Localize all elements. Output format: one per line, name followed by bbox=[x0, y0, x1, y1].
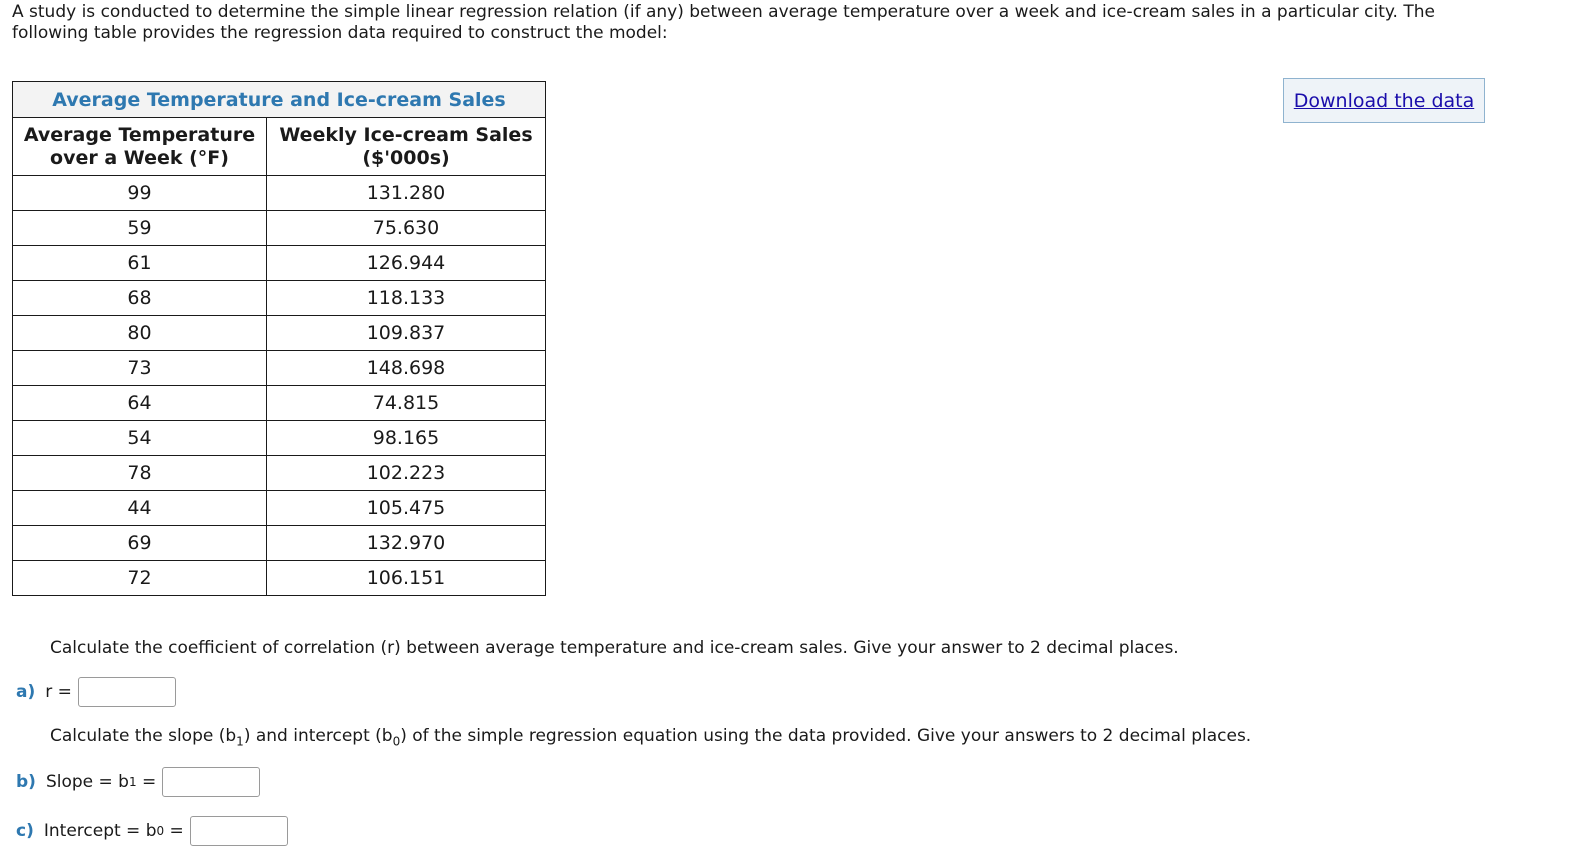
table-row bbox=[13, 491, 546, 526]
temperature-cell: 64 bbox=[13, 386, 267, 421]
slope-input[interactable] bbox=[162, 767, 260, 797]
part-c-sub: 0 bbox=[156, 824, 165, 838]
sales-cell: 74.815 bbox=[267, 386, 546, 421]
column-header-temperature: Average Temperature over a Week (°F) bbox=[13, 118, 267, 176]
part-a-label: a) bbox=[16, 682, 36, 702]
sales-cell: 118.133 bbox=[267, 281, 546, 316]
table-row bbox=[13, 386, 546, 421]
part-b-row bbox=[16, 767, 260, 797]
table-row bbox=[13, 526, 546, 561]
temperature-cell: 59 bbox=[13, 211, 267, 246]
question-regression-sub0: 0 bbox=[392, 734, 401, 749]
table-body bbox=[13, 176, 546, 596]
sales-cell: 75.630 bbox=[267, 211, 546, 246]
sales-cell: 98.165 bbox=[267, 421, 546, 456]
sales-cell: 126.944 bbox=[267, 246, 546, 281]
intercept-input[interactable] bbox=[190, 816, 288, 846]
r-input[interactable] bbox=[78, 677, 176, 707]
sales-cell: 106.151 bbox=[267, 561, 546, 596]
sales-cell: 132.970 bbox=[267, 526, 546, 561]
part-c-label: c) bbox=[16, 821, 34, 841]
temperature-cell: 61 bbox=[13, 246, 267, 281]
table-row bbox=[13, 456, 546, 491]
sales-cell: 105.475 bbox=[267, 491, 546, 526]
temperature-cell: 73 bbox=[13, 351, 267, 386]
temperature-cell: 69 bbox=[13, 526, 267, 561]
download-data-button[interactable]: Download the data bbox=[1283, 78, 1485, 123]
question-regression-pre: Calculate the slope (b bbox=[50, 726, 237, 746]
part-c-eq: = bbox=[169, 821, 184, 841]
table-row bbox=[13, 316, 546, 351]
intro-text: A study is conducted to determine the simple linear regression relation (if any) between average temperature over a week and ice-cream sales in a particular city. The following table provides the regression data required to construct the model: bbox=[12, 2, 1435, 43]
part-c-text: Intercept = b bbox=[43, 821, 157, 841]
temperature-cell: 80 bbox=[13, 316, 267, 351]
data-table bbox=[12, 81, 546, 596]
table-caption: Average Temperature and Ice-cream Sales bbox=[13, 82, 546, 118]
table-row bbox=[13, 176, 546, 211]
table-row bbox=[13, 351, 546, 386]
temperature-cell: 78 bbox=[13, 456, 267, 491]
column-header-sales: Weekly Ice-cream Sales ($'000s) bbox=[267, 118, 546, 176]
table-row bbox=[13, 281, 546, 316]
part-a-row bbox=[16, 677, 176, 707]
table-row bbox=[13, 211, 546, 246]
temperature-cell: 44 bbox=[13, 491, 267, 526]
table-row bbox=[13, 561, 546, 596]
temperature-cell: 99 bbox=[13, 176, 267, 211]
part-a-text: r = bbox=[45, 682, 72, 702]
temperature-cell: 68 bbox=[13, 281, 267, 316]
sales-cell: 131.280 bbox=[267, 176, 546, 211]
sales-cell: 102.223 bbox=[267, 456, 546, 491]
sales-cell: 109.837 bbox=[267, 316, 546, 351]
question-regression-sub1: 1 bbox=[236, 734, 244, 749]
question-regression-post: ) of the simple regression equation using the data provided. Give your answers to 2 decimal places. bbox=[400, 726, 1252, 746]
table-row bbox=[13, 421, 546, 456]
temperature-cell: 72 bbox=[13, 561, 267, 596]
part-b-label: b) bbox=[16, 772, 36, 792]
part-b-text: Slope = b bbox=[45, 772, 129, 792]
table-row bbox=[13, 246, 546, 281]
sales-cell: 148.698 bbox=[267, 351, 546, 386]
question-correlation: Calculate the coefficient of correlation (r) between average temperature and ice-cream sales. Give your answer to 2 decimal places. bbox=[50, 638, 1179, 658]
part-b-sub: 1 bbox=[128, 775, 137, 789]
part-c-row bbox=[16, 816, 288, 846]
temperature-cell: 54 bbox=[13, 421, 267, 456]
part-b-eq: = bbox=[142, 772, 157, 792]
question-regression bbox=[50, 726, 1251, 748]
question-regression-mid: ) and intercept (b bbox=[243, 726, 393, 746]
